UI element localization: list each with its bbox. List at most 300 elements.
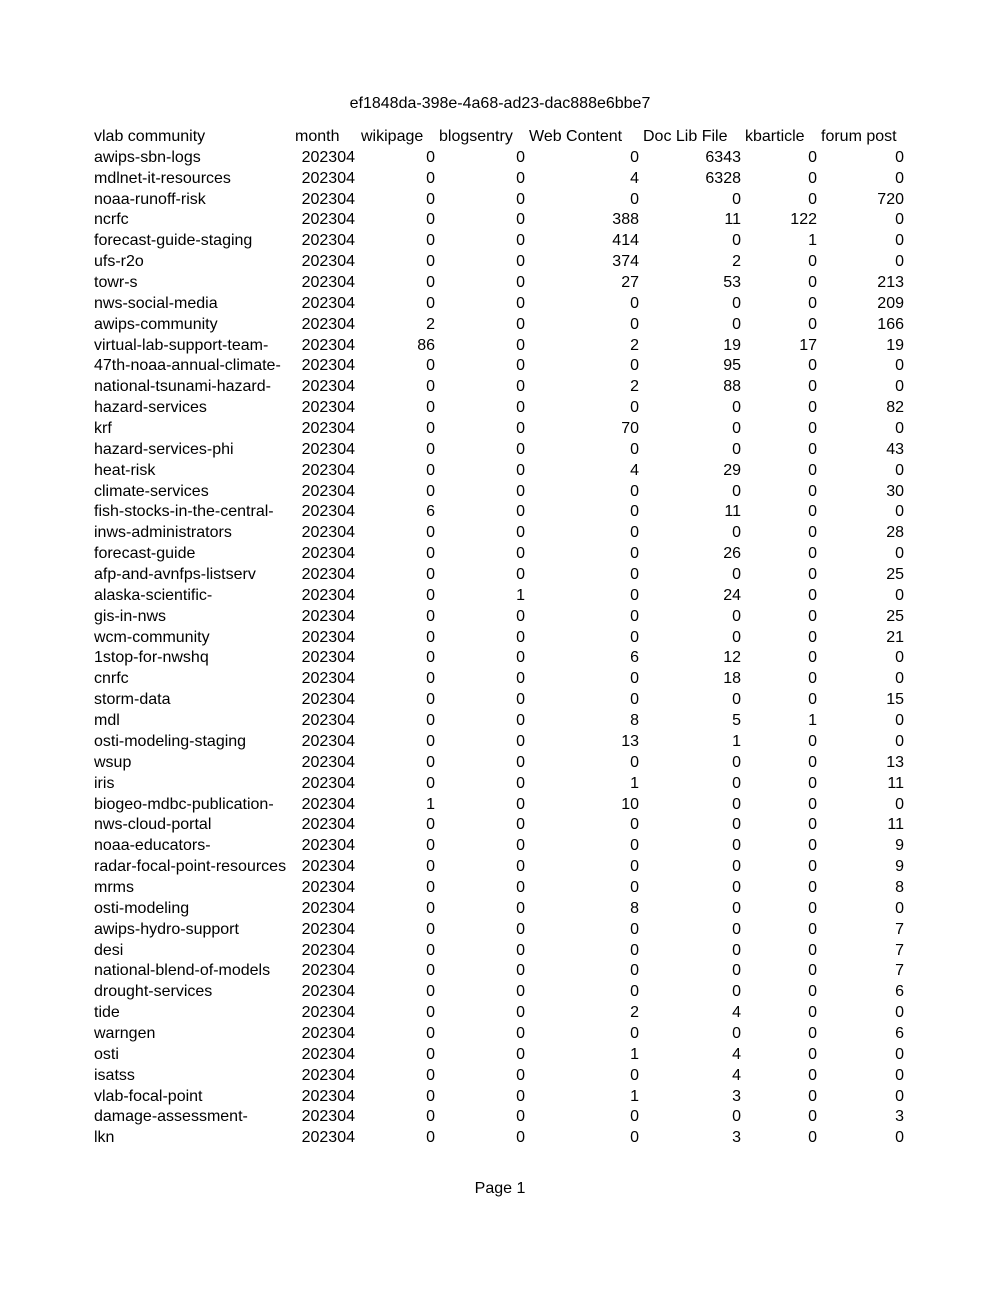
kbarticle-cell: 0 xyxy=(808,1066,817,1084)
community-cell: ncrfc xyxy=(94,211,129,229)
month-cell: 202304 xyxy=(301,1087,355,1105)
month-cell: 202304 xyxy=(301,378,355,396)
month-cell: 202304 xyxy=(301,294,355,312)
web-content-cell: 13 xyxy=(621,732,639,750)
month-cell: 202304 xyxy=(301,190,355,208)
table-row xyxy=(92,210,906,231)
doc-lib-file-cell: 12 xyxy=(723,649,741,667)
kbarticle-cell: 0 xyxy=(808,837,817,855)
wikipage-cell: 0 xyxy=(426,253,435,271)
community-cell: biogeo-mdbc-publication- xyxy=(94,795,274,813)
blogsentry-cell: 0 xyxy=(516,524,525,542)
blogsentry-cell: 0 xyxy=(516,1045,525,1063)
forum-post-cell: 6 xyxy=(895,983,904,1001)
web-content-cell: 0 xyxy=(630,315,639,333)
month-cell: 202304 xyxy=(301,1066,355,1084)
web-content-cell: 4 xyxy=(630,461,639,479)
community-cell: lkn xyxy=(94,1129,115,1147)
doc-lib-file-cell: 6343 xyxy=(705,148,741,166)
blogsentry-cell: 0 xyxy=(516,169,525,187)
doc-lib-file-cell: 6328 xyxy=(705,169,741,187)
blogsentry-cell: 0 xyxy=(516,566,525,584)
community-cell: krf xyxy=(94,420,112,438)
table-row xyxy=(92,961,906,982)
forum-post-cell: 0 xyxy=(895,357,904,375)
community-cell: osti xyxy=(94,1045,119,1063)
kbarticle-cell: 0 xyxy=(808,503,817,521)
wikipage-cell: 0 xyxy=(426,858,435,876)
blogsentry-cell: 0 xyxy=(516,670,525,688)
doc-lib-file-cell: 0 xyxy=(732,482,741,500)
blogsentry-cell: 0 xyxy=(516,858,525,876)
web-content-cell: 2 xyxy=(630,378,639,396)
forum-post-cell: 43 xyxy=(886,440,904,458)
kbarticle-cell: 0 xyxy=(808,1129,817,1147)
forum-post-cell: 213 xyxy=(877,274,904,292)
month-cell: 202304 xyxy=(301,545,355,563)
community-cell: warngen xyxy=(94,1024,156,1042)
community-cell: storm-data xyxy=(94,691,171,709)
blogsentry-cell: 0 xyxy=(516,211,525,229)
blogsentry-cell: 0 xyxy=(516,1066,525,1084)
forum-post-cell: 0 xyxy=(895,503,904,521)
table-row xyxy=(92,836,906,857)
doc-lib-file-cell: 0 xyxy=(732,440,741,458)
kbarticle-cell: 0 xyxy=(808,524,817,542)
blogsentry-cell: 0 xyxy=(516,753,525,771)
kbarticle-cell: 0 xyxy=(808,816,817,834)
doc-lib-file-cell: 0 xyxy=(732,691,741,709)
table-row xyxy=(92,148,906,169)
wikipage-cell: 0 xyxy=(426,169,435,187)
blogsentry-cell: 0 xyxy=(516,878,525,896)
community-cell: wsup xyxy=(94,753,132,771)
web-content-cell: 0 xyxy=(630,837,639,855)
web-content-cell: 0 xyxy=(630,753,639,771)
wikipage-cell: 86 xyxy=(417,336,435,354)
kbarticle-cell: 0 xyxy=(808,607,817,625)
forum-post-cell: 0 xyxy=(895,232,904,250)
table-row xyxy=(92,294,906,315)
table-row xyxy=(92,523,906,544)
kbarticle-cell: 0 xyxy=(808,670,817,688)
doc-lib-file-cell: 0 xyxy=(732,753,741,771)
blogsentry-cell: 0 xyxy=(516,795,525,813)
doc-lib-file-cell: 0 xyxy=(732,774,741,792)
blogsentry-cell: 0 xyxy=(516,837,525,855)
table-row xyxy=(92,1107,906,1128)
column-header-wikipage: wikipage xyxy=(361,128,424,145)
community-cell: noaa-runoff-risk xyxy=(94,190,206,208)
wikipage-cell: 0 xyxy=(426,899,435,917)
table-row xyxy=(92,315,906,336)
forum-post-cell: 0 xyxy=(895,712,904,730)
month-cell: 202304 xyxy=(301,732,355,750)
table-row xyxy=(92,795,906,816)
web-content-cell: 0 xyxy=(630,357,639,375)
month-cell: 202304 xyxy=(301,399,355,417)
wikipage-cell: 0 xyxy=(426,461,435,479)
doc-lib-file-cell: 2 xyxy=(732,253,741,271)
web-content-cell: 27 xyxy=(621,274,639,292)
kbarticle-cell: 0 xyxy=(808,190,817,208)
table-row xyxy=(92,732,906,753)
month-cell: 202304 xyxy=(301,253,355,271)
doc-lib-file-cell: 18 xyxy=(723,670,741,688)
community-cell: hazard-services-phi xyxy=(94,440,234,458)
kbarticle-cell: 0 xyxy=(808,482,817,500)
month-cell: 202304 xyxy=(301,649,355,667)
wikipage-cell: 0 xyxy=(426,148,435,166)
community-cell: inws-administrators xyxy=(94,524,232,542)
month-cell: 202304 xyxy=(301,941,355,959)
doc-lib-file-cell: 0 xyxy=(732,232,741,250)
community-cell: awips-community xyxy=(94,315,218,333)
web-content-cell: 0 xyxy=(630,628,639,646)
kbarticle-cell: 1 xyxy=(808,712,817,730)
doc-lib-file-cell: 0 xyxy=(732,878,741,896)
kbarticle-cell: 0 xyxy=(808,732,817,750)
blogsentry-cell: 0 xyxy=(516,774,525,792)
kbarticle-cell: 0 xyxy=(808,586,817,604)
community-cell: virtual-lab-support-team- xyxy=(94,336,269,354)
table-row xyxy=(92,356,906,377)
web-content-cell: 0 xyxy=(630,1024,639,1042)
doc-lib-file-cell: 0 xyxy=(732,628,741,646)
column-header-forum-post: forum post xyxy=(821,128,897,145)
blogsentry-cell: 0 xyxy=(516,420,525,438)
doc-lib-file-cell: 4 xyxy=(732,1045,741,1063)
wikipage-cell: 2 xyxy=(426,315,435,333)
doc-lib-file-cell: 53 xyxy=(723,274,741,292)
table-row xyxy=(92,1003,906,1024)
table-row xyxy=(92,440,906,461)
table-row xyxy=(92,377,906,398)
community-cell: fish-stocks-in-the-central- xyxy=(94,503,274,521)
month-cell: 202304 xyxy=(301,795,355,813)
forum-post-cell: 0 xyxy=(895,211,904,229)
doc-lib-file-cell: 0 xyxy=(732,294,741,312)
community-cell: awips-sbn-logs xyxy=(94,148,201,166)
kbarticle-cell: 0 xyxy=(808,545,817,563)
month-cell: 202304 xyxy=(301,712,355,730)
web-content-cell: 388 xyxy=(612,211,639,229)
wikipage-cell: 0 xyxy=(426,712,435,730)
web-content-cell: 0 xyxy=(630,941,639,959)
wikipage-cell: 0 xyxy=(426,420,435,438)
doc-lib-file-cell: 29 xyxy=(723,461,741,479)
blogsentry-cell: 0 xyxy=(516,941,525,959)
kbarticle-cell: 0 xyxy=(808,148,817,166)
wikipage-cell: 0 xyxy=(426,274,435,292)
kbarticle-cell: 0 xyxy=(808,169,817,187)
wikipage-cell: 0 xyxy=(426,440,435,458)
blogsentry-cell: 0 xyxy=(516,1024,525,1042)
community-cell: wcm-community xyxy=(94,628,210,646)
table-body xyxy=(92,148,906,1149)
web-content-cell: 2 xyxy=(630,1004,639,1022)
wikipage-cell: 0 xyxy=(426,545,435,563)
blogsentry-cell: 0 xyxy=(516,920,525,938)
blogsentry-cell: 0 xyxy=(516,482,525,500)
forum-post-cell: 7 xyxy=(895,962,904,980)
wikipage-cell: 0 xyxy=(426,1024,435,1042)
doc-lib-file-cell: 0 xyxy=(732,920,741,938)
table-row xyxy=(92,1087,906,1108)
forum-post-cell: 0 xyxy=(895,1066,904,1084)
forum-post-cell: 209 xyxy=(877,294,904,312)
page-title: ef1848da-398e-4a68-ad23-dac888e6bbe7 xyxy=(349,95,651,112)
wikipage-cell: 0 xyxy=(426,649,435,667)
table-row xyxy=(92,1045,906,1066)
kbarticle-cell: 1 xyxy=(808,232,817,250)
month-cell: 202304 xyxy=(301,524,355,542)
blogsentry-cell: 0 xyxy=(516,983,525,1001)
doc-lib-file-cell: 4 xyxy=(732,1004,741,1022)
blogsentry-cell: 0 xyxy=(516,1004,525,1022)
table-row xyxy=(92,461,906,482)
table-row xyxy=(92,336,906,357)
community-cell: mrms xyxy=(94,878,134,896)
web-content-cell: 0 xyxy=(630,691,639,709)
forum-post-cell: 25 xyxy=(886,607,904,625)
blogsentry-cell: 0 xyxy=(516,399,525,417)
forum-post-cell: 8 xyxy=(895,878,904,896)
community-cell: heat-risk xyxy=(94,461,156,479)
month-cell: 202304 xyxy=(301,566,355,584)
community-cell: 1stop-for-nwshq xyxy=(94,649,209,667)
month-cell: 202304 xyxy=(301,899,355,917)
blogsentry-cell: 1 xyxy=(516,586,525,604)
month-cell: 202304 xyxy=(301,983,355,1001)
table-row xyxy=(92,711,906,732)
month-cell: 202304 xyxy=(301,586,355,604)
kbarticle-cell: 0 xyxy=(808,753,817,771)
table-row xyxy=(92,982,906,1003)
table-row xyxy=(92,482,906,503)
table-row xyxy=(92,1024,906,1045)
doc-lib-file-cell: 11 xyxy=(724,503,741,521)
web-content-cell: 0 xyxy=(630,607,639,625)
kbarticle-cell: 0 xyxy=(808,1108,817,1126)
doc-lib-file-cell: 0 xyxy=(732,941,741,959)
web-content-cell: 0 xyxy=(630,524,639,542)
blogsentry-cell: 0 xyxy=(516,816,525,834)
community-cell: nws-cloud-portal xyxy=(94,816,212,834)
blogsentry-cell: 0 xyxy=(516,1087,525,1105)
kbarticle-cell: 0 xyxy=(808,962,817,980)
web-content-cell: 0 xyxy=(630,962,639,980)
forum-post-cell: 9 xyxy=(895,837,904,855)
kbarticle-cell: 0 xyxy=(808,899,817,917)
kbarticle-cell: 0 xyxy=(808,858,817,876)
wikipage-cell: 0 xyxy=(426,378,435,396)
blogsentry-cell: 0 xyxy=(516,378,525,396)
table-row xyxy=(92,398,906,419)
web-content-cell: 0 xyxy=(630,440,639,458)
doc-lib-file-cell: 24 xyxy=(723,586,741,604)
doc-lib-file-cell: 19 xyxy=(723,336,741,354)
wikipage-cell: 0 xyxy=(426,232,435,250)
community-cell: alaska-scientific- xyxy=(94,586,213,604)
table-row xyxy=(92,1066,906,1087)
doc-lib-file-cell: 26 xyxy=(723,545,741,563)
doc-lib-file-cell: 0 xyxy=(732,1024,741,1042)
web-content-cell: 0 xyxy=(630,1066,639,1084)
table-row xyxy=(92,753,906,774)
doc-lib-file-cell: 0 xyxy=(732,1108,741,1126)
kbarticle-cell: 0 xyxy=(808,420,817,438)
month-cell: 202304 xyxy=(301,315,355,333)
community-cell: national-blend-of-models xyxy=(94,962,271,980)
community-cell: mdl xyxy=(94,712,120,730)
forum-post-cell: 15 xyxy=(886,691,904,709)
wikipage-cell: 0 xyxy=(426,1004,435,1022)
blogsentry-cell: 0 xyxy=(516,232,525,250)
community-cell: osti-modeling-staging xyxy=(94,732,247,750)
blogsentry-cell: 0 xyxy=(516,336,525,354)
blogsentry-cell: 0 xyxy=(516,607,525,625)
month-cell: 202304 xyxy=(301,148,355,166)
table-row xyxy=(92,419,906,440)
web-content-cell: 0 xyxy=(630,858,639,876)
table-row xyxy=(92,169,906,190)
month-cell: 202304 xyxy=(301,211,355,229)
page-number: Page 1 xyxy=(474,1180,526,1197)
doc-lib-file-cell: 0 xyxy=(732,816,741,834)
table-header-row xyxy=(92,127,906,148)
kbarticle-cell: 17 xyxy=(799,336,817,354)
kbarticle-cell: 0 xyxy=(808,566,817,584)
kbarticle-cell: 0 xyxy=(808,1024,817,1042)
month-cell: 202304 xyxy=(301,232,355,250)
forum-post-cell: 0 xyxy=(895,1004,904,1022)
wikipage-cell: 0 xyxy=(426,482,435,500)
web-content-cell: 1 xyxy=(630,1087,639,1105)
table-row xyxy=(92,899,906,920)
month-cell: 202304 xyxy=(301,670,355,688)
month-cell: 202304 xyxy=(301,774,355,792)
month-cell: 202304 xyxy=(301,837,355,855)
month-cell: 202304 xyxy=(301,461,355,479)
kbarticle-cell: 0 xyxy=(808,1045,817,1063)
web-content-cell: 0 xyxy=(630,399,639,417)
table-row xyxy=(92,565,906,586)
forum-post-cell: 0 xyxy=(895,732,904,750)
web-content-cell: 2 xyxy=(630,336,639,354)
web-content-cell: 10 xyxy=(621,795,639,813)
doc-lib-file-cell: 0 xyxy=(732,566,741,584)
month-cell: 202304 xyxy=(301,503,355,521)
kbarticle-cell: 0 xyxy=(808,628,817,646)
table-row xyxy=(92,273,906,294)
wikipage-cell: 0 xyxy=(426,816,435,834)
wikipage-cell: 0 xyxy=(426,1066,435,1084)
doc-lib-file-cell: 0 xyxy=(732,524,741,542)
community-cell: isatss xyxy=(94,1066,135,1084)
web-content-cell: 0 xyxy=(630,670,639,688)
month-cell: 202304 xyxy=(301,962,355,980)
web-content-cell: 0 xyxy=(630,816,639,834)
doc-lib-file-cell: 0 xyxy=(732,899,741,917)
wikipage-cell: 0 xyxy=(426,962,435,980)
kbarticle-cell: 0 xyxy=(808,1087,817,1105)
wikipage-cell: 0 xyxy=(426,357,435,375)
community-cell: awips-hydro-support xyxy=(94,920,239,938)
blogsentry-cell: 0 xyxy=(516,691,525,709)
community-cell: national-tsunami-hazard- xyxy=(94,378,271,396)
kbarticle-cell: 0 xyxy=(808,983,817,1001)
table-row xyxy=(92,690,906,711)
wikipage-cell: 0 xyxy=(426,920,435,938)
table-row xyxy=(92,544,906,565)
community-cell: noaa-educators- xyxy=(94,837,211,855)
forum-post-cell: 28 xyxy=(886,524,904,542)
doc-lib-file-cell: 0 xyxy=(732,607,741,625)
column-header-web-content: Web Content xyxy=(529,128,623,145)
forum-post-cell: 30 xyxy=(886,482,904,500)
community-cell: towr-s xyxy=(94,274,138,292)
kbarticle-cell: 0 xyxy=(808,1004,817,1022)
web-content-cell: 6 xyxy=(630,649,639,667)
table-row xyxy=(92,252,906,273)
kbarticle-cell: 0 xyxy=(808,941,817,959)
forum-post-cell: 0 xyxy=(895,670,904,688)
forum-post-cell: 19 xyxy=(886,336,904,354)
forum-post-cell: 3 xyxy=(895,1108,904,1126)
kbarticle-cell: 0 xyxy=(808,294,817,312)
month-cell: 202304 xyxy=(301,357,355,375)
doc-lib-file-cell: 0 xyxy=(732,962,741,980)
forum-post-cell: 0 xyxy=(895,586,904,604)
doc-lib-file-cell: 11 xyxy=(724,211,741,229)
month-cell: 202304 xyxy=(301,753,355,771)
forum-post-cell: 7 xyxy=(895,941,904,959)
doc-lib-file-cell: 88 xyxy=(723,378,741,396)
blogsentry-cell: 0 xyxy=(516,461,525,479)
community-cell: ufs-r2o xyxy=(94,253,144,271)
wikipage-cell: 0 xyxy=(426,670,435,688)
month-cell: 202304 xyxy=(301,1108,355,1126)
wikipage-cell: 0 xyxy=(426,1108,435,1126)
month-cell: 202304 xyxy=(301,1024,355,1042)
month-cell: 202304 xyxy=(301,1045,355,1063)
kbarticle-cell: 0 xyxy=(808,649,817,667)
blogsentry-cell: 0 xyxy=(516,712,525,730)
wikipage-cell: 0 xyxy=(426,983,435,1001)
wikipage-cell: 0 xyxy=(426,294,435,312)
table-row xyxy=(92,502,906,523)
table-row xyxy=(92,586,906,607)
wikipage-cell: 0 xyxy=(426,1087,435,1105)
table-row xyxy=(92,815,906,836)
forum-post-cell: 0 xyxy=(895,253,904,271)
month-cell: 202304 xyxy=(301,920,355,938)
wikipage-cell: 0 xyxy=(426,524,435,542)
kbarticle-cell: 0 xyxy=(808,461,817,479)
web-content-cell: 0 xyxy=(630,148,639,166)
wikipage-cell: 0 xyxy=(426,732,435,750)
month-cell: 202304 xyxy=(301,482,355,500)
community-cell: climate-services xyxy=(94,482,209,500)
forum-post-cell: 166 xyxy=(877,315,904,333)
table-row xyxy=(92,920,906,941)
kbarticle-cell: 0 xyxy=(808,920,817,938)
forum-post-cell: 0 xyxy=(895,1129,904,1147)
forum-post-cell: 9 xyxy=(895,858,904,876)
forum-post-cell: 21 xyxy=(886,628,904,646)
month-cell: 202304 xyxy=(301,420,355,438)
